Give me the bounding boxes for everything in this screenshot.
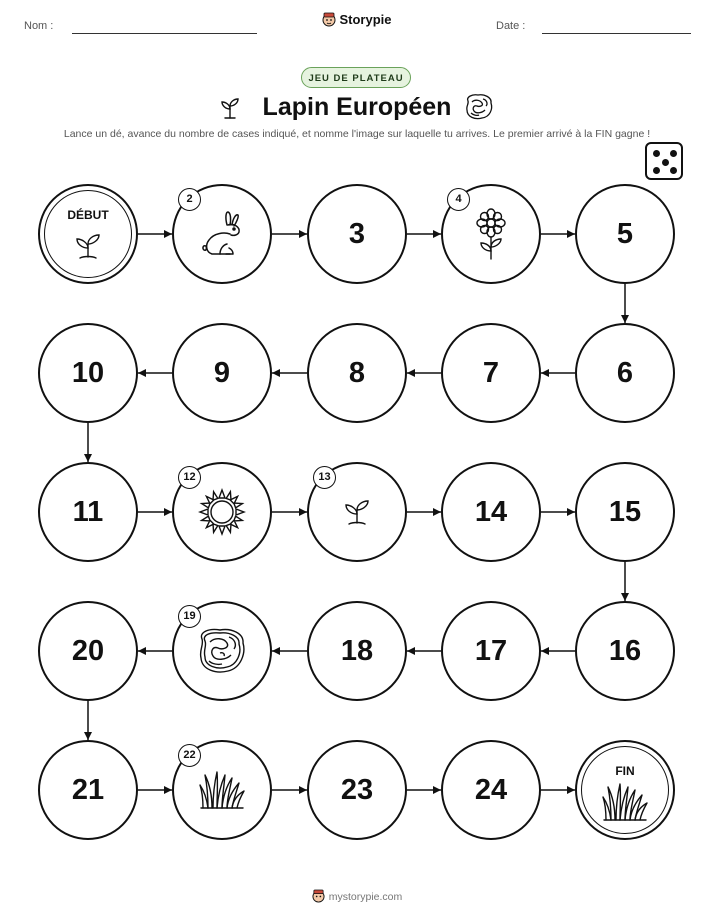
arrow-head [433,230,441,238]
cell-number: 18 [340,634,374,667]
arrow-head [272,647,280,655]
arrow-head [541,369,549,377]
arrow-head [299,786,307,794]
cell-number-badge: 22 [178,744,201,767]
cell-number: 17 [474,634,508,667]
arrow-head [567,508,575,516]
arrow-head [84,732,92,740]
cell-number: 20 [71,634,105,667]
page-title: Lapin Européen [262,93,452,121]
cell-number-badge: 4 [447,188,470,211]
arrow-head [299,230,307,238]
arrow-head [164,786,172,794]
arrow-head [567,786,575,794]
cell-number: 24 [474,773,508,806]
arrow-head [299,508,307,516]
cell-number: 3 [348,217,366,250]
arrow-head [407,369,415,377]
cell-number: 6 [616,356,634,389]
cell-label: FIN [615,764,635,778]
cell-number: 15 [608,495,642,528]
arrow-head [138,369,146,377]
arrow-head [433,786,441,794]
cell-number: 7 [482,356,500,389]
cell-number: 21 [71,773,105,806]
cell-number: 11 [72,495,104,528]
arrow-head [138,647,146,655]
cell-number: 8 [348,356,366,389]
arrow-head [164,508,172,516]
brand-name: Storypie [339,12,392,27]
cell-label: DÉBUT [67,208,109,222]
arrow-head [433,508,441,516]
footer-url: mystorypie.com [328,891,403,903]
instructions: Lance un dé, avance du nombre de cases indiqué, et nomme l'image sur laquelle tu arrives. Le premier arrivé à la FIN gagne ! [63,128,651,140]
arrow-head [621,593,629,601]
cell-number-badge: 12 [178,466,201,489]
name-label: Nom : [24,20,54,32]
storypie-logo-icon [312,889,325,906]
arrow-head [567,230,575,238]
cell-number: 5 [616,217,634,250]
cell-number: 14 [474,495,508,528]
arrow-head [272,369,280,377]
game-type-tag: JEU DE PLATEAU [301,67,411,88]
arrow-head [407,647,415,655]
cell-number: 9 [213,356,231,389]
footer [0,889,714,906]
cell-number-badge: 2 [178,188,201,211]
cell-number-badge: 19 [178,605,201,628]
arrow-head [84,454,92,462]
arrow-head [621,315,629,323]
arrow-head [541,647,549,655]
arrow-head [164,230,172,238]
cell-number-badge: 13 [313,466,336,489]
cell-number: 23 [340,773,374,806]
cell-number: 16 [608,634,642,667]
date-label: Date : [496,20,526,32]
cell-number: 10 [71,356,105,389]
